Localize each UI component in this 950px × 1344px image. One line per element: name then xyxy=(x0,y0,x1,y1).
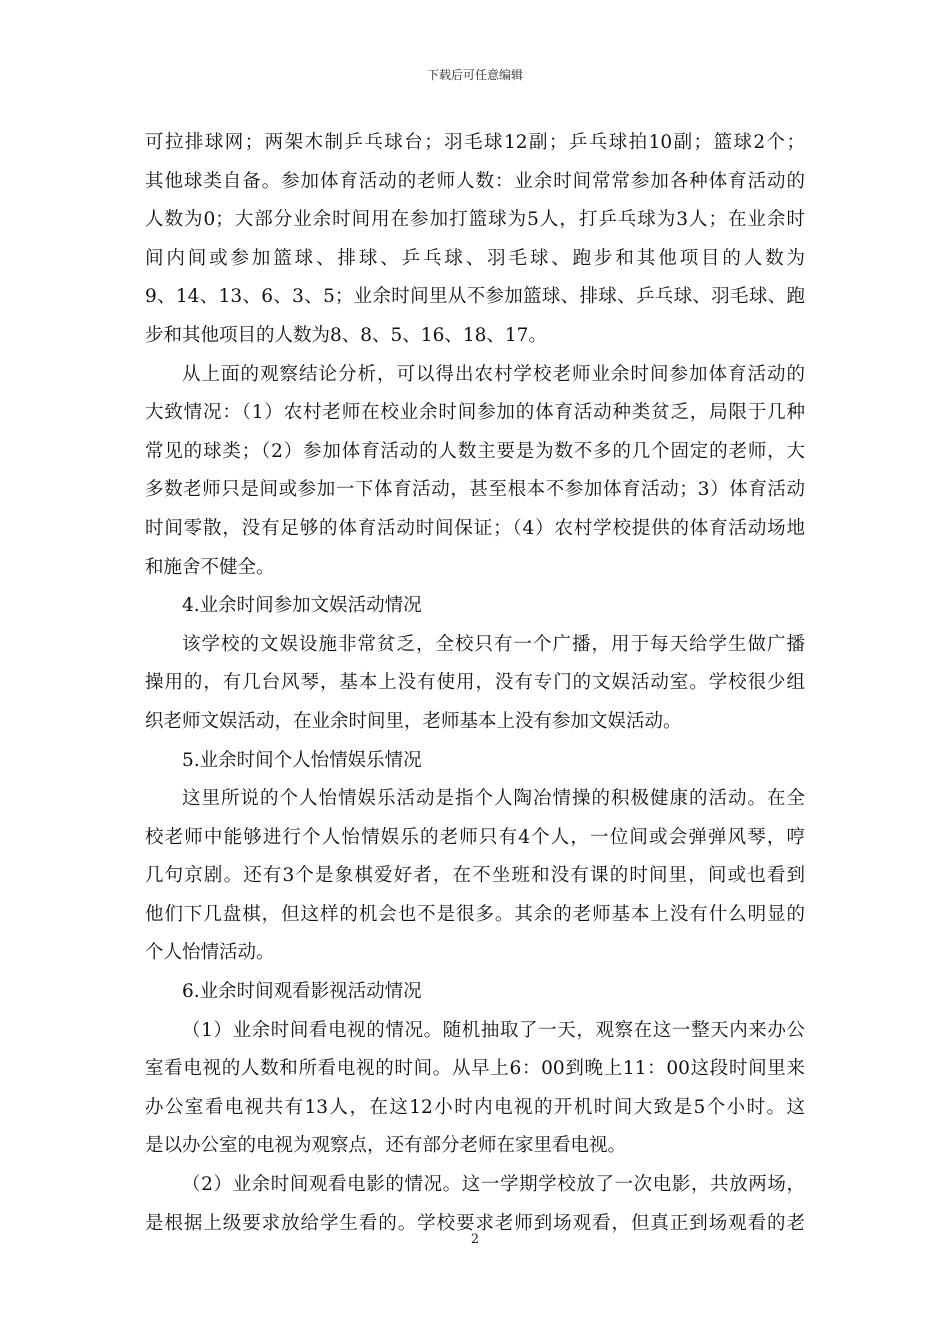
text-line: 办公室看电视共有13人，在这12小时内电视的开机时间大致是5个小时。这 xyxy=(145,1096,805,1118)
paragraph xyxy=(145,587,805,626)
text-line: 常见的球类；（2）参加体育活动的人数主要是为数不多的几个固定的老师，大 xyxy=(145,440,805,462)
text-line: （1）业余时间看电视的情况。随机抽取了一天，观察在这一整天内来办公 xyxy=(182,1019,805,1041)
text-line: 是根据上级要求放给学生看的。学校要求老师到场观看，但真正到场观看的老 xyxy=(145,1212,805,1234)
text-line: 6.业余时间观看影视活动情况 xyxy=(182,981,422,1003)
text-line: 他们下几盘棋，但这样的机会也不是很多。其余的老师基本上没有什么明显的 xyxy=(145,903,805,925)
text-line: 4.业余时间参加文娱活动情况 xyxy=(182,595,422,617)
text-line: 个人怡情活动。 xyxy=(145,942,275,964)
text-line: 可拉排球网；两架木制乒乓球台；羽毛球12副；乒乓球拍10副；篮球2个； xyxy=(145,132,805,153)
text-line: 该学校的文娱设施非常贫乏，全校只有一个广播，用于每天给学生做广播 xyxy=(182,633,805,655)
text-line: 步和其他项目的人数为8、8、5、16、18、17。 xyxy=(145,324,547,346)
paragraph xyxy=(145,973,805,1012)
paragraph xyxy=(145,780,805,973)
text-line: 操用的，有几台风琴，基本上没有使用，没有专门的文娱活动室。学校很少组 xyxy=(145,672,805,694)
paragraph xyxy=(145,626,805,742)
paragraph xyxy=(145,124,805,356)
paragraph xyxy=(145,1012,805,1166)
text-line: 这里所说的个人怡情娱乐活动是指个人陶冶情操的积极健康的活动。在全 xyxy=(182,788,805,810)
text-line: 大致情况：（1）农村老师在校业余时间参加的体育活动种类贫乏，局限于几种 xyxy=(145,402,805,424)
text-line: 时间零散，没有足够的体育活动时间保证；（4）农村学校提供的体育活动场地 xyxy=(145,517,805,539)
text-line: 织老师文娱活动，在业余时间里，老师基本上没有参加文娱活动。 xyxy=(145,710,682,732)
paragraph xyxy=(145,742,805,781)
page-number: 2 xyxy=(470,1232,480,1247)
text-line: 间内间或参加篮球、排球、乒乓球、羽毛球、跑步和其他项目的人数为 xyxy=(145,247,805,269)
text-line: 和施舍不健全。 xyxy=(145,556,275,578)
text-line: 人数为0；大部分业余时间用在参加打篮球为5人，打乒乓球为3人；在业余时 xyxy=(145,209,805,231)
text-line: 室看电视的人数和所看电视的时间。从早上6：00到晚上11：00这段时间里来 xyxy=(145,1058,805,1080)
text-line: 从上面的观察结论分析，可以得出农村学校老师业余时间参加体育活动的 xyxy=(182,363,805,385)
text-line: 是以办公室的电视为观察点，还有部分老师在家里看电视。 xyxy=(145,1135,627,1157)
document-body xyxy=(145,124,805,1243)
text-line: （2）业余时间观看电影的情况。这一学期学校放了一次电影，共放两场， xyxy=(182,1174,805,1196)
text-line: 5.业余时间个人怡情娱乐情况 xyxy=(182,749,422,771)
text-line: 校老师中能够进行个人怡情娱乐的老师只有4个人，一位间或会弹弹风琴，哼 xyxy=(145,826,805,848)
text-line: 几句京剧。还有3个是象棋爱好者，在不坐班和没有课的时间里，间或也看到 xyxy=(145,865,805,887)
text-line: 多数老师只是间或参加一下体育活动，甚至根本不参加体育活动；3）体育活动 xyxy=(145,479,805,501)
text-line: 其他球类自备。参加体育活动的老师人数：业余时间常常参加各种体育活动的 xyxy=(145,170,805,192)
page-header: 下载后可任意编辑 xyxy=(426,68,523,82)
paragraph xyxy=(145,356,805,588)
text-line: 9、14、13、6、3、5；业余时间里从不参加篮球、排球、乒乓球、羽毛球、跑 xyxy=(145,286,805,308)
